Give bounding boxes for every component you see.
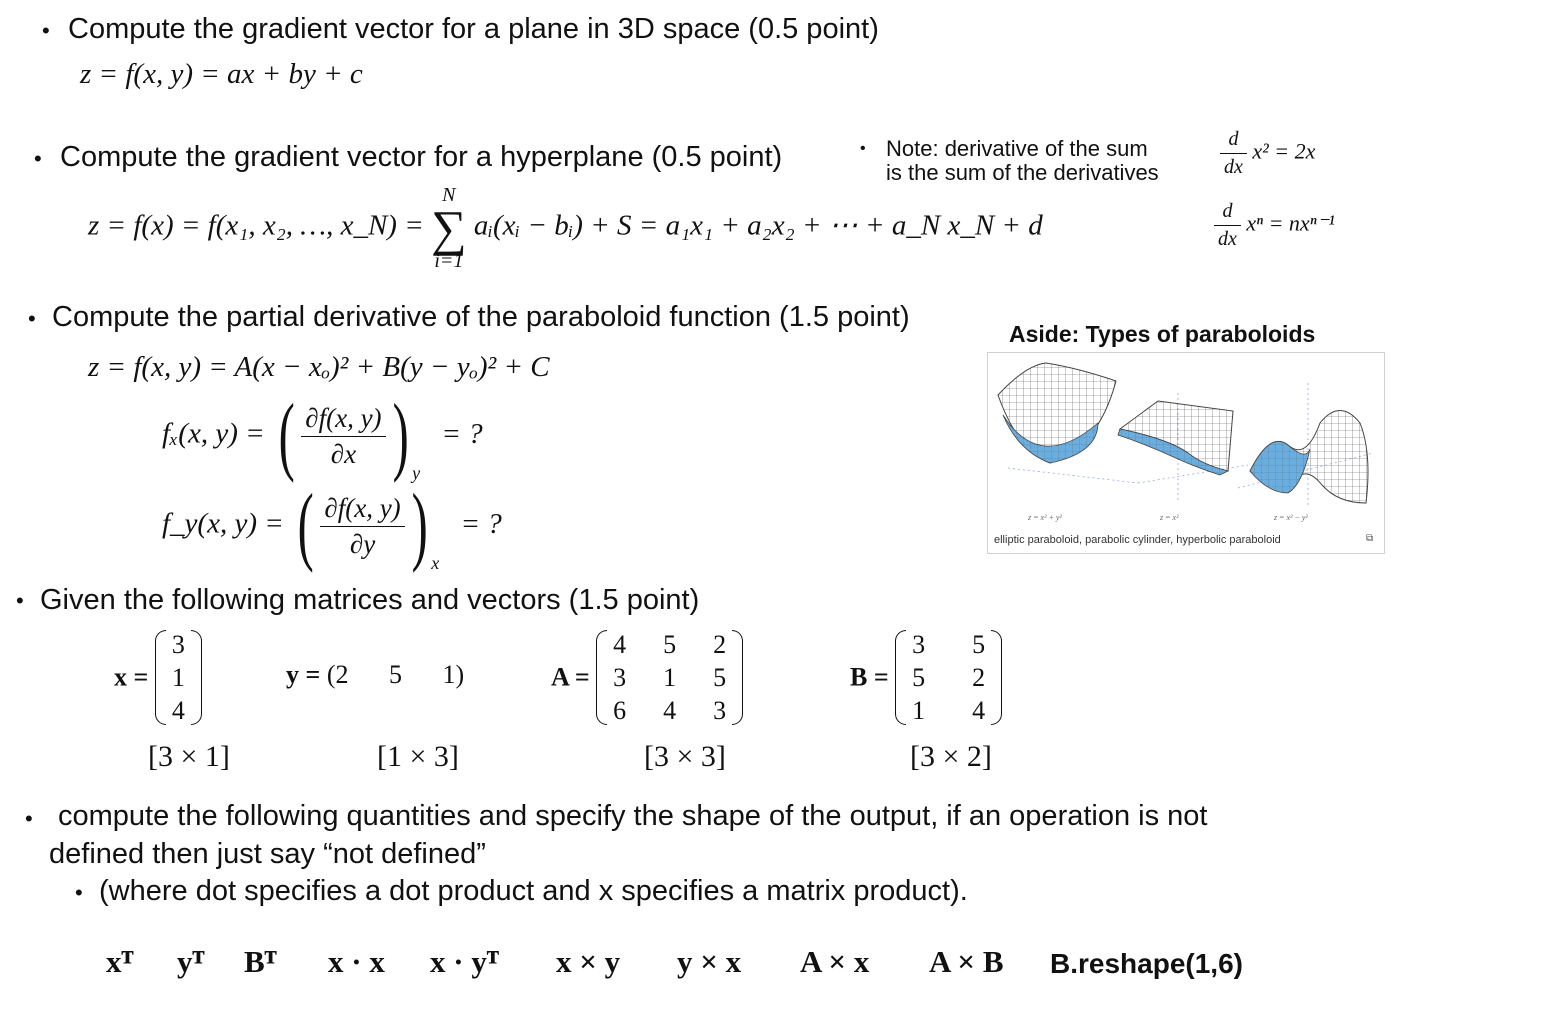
instructions-line-1: compute the following quantities and specify the shape of the output, if an operation is not	[58, 800, 1208, 832]
x-shape: [3 × 1]	[148, 740, 230, 773]
note-line-1: Note: derivative of the sum	[886, 136, 1148, 161]
y-label: y =	[286, 660, 321, 689]
quantity-y-times-x: y × x	[677, 944, 742, 979]
quantity-A-times-x: A × x	[800, 944, 870, 979]
x-matrix	[155, 628, 202, 727]
A-cell: 3	[713, 696, 727, 725]
quantity-y-transpose: yᵀ	[177, 944, 205, 979]
quantity-x-transpose: xᵀ	[106, 944, 134, 979]
bullet: •	[34, 146, 42, 171]
fx-rhs: = ?	[441, 417, 483, 450]
note-line-2: is the sum of the derivatives	[886, 160, 1159, 185]
open-paren: (	[297, 477, 314, 574]
sub-bullet: •	[75, 880, 83, 905]
instructions-line-2: defined then just say “not defined”	[49, 838, 486, 870]
B-cell: 5	[912, 663, 926, 692]
paraboloid-figure	[987, 352, 1385, 554]
aside-title: Aside: Types of paraboloids	[1009, 321, 1316, 347]
fx-numerator: ∂f(x, y)	[301, 403, 385, 437]
paraboloid-equation: z = f(x, y) = A(x − xₒ)² + B(y − yₒ)² + C	[88, 351, 550, 383]
rule2-rhs: xⁿ = nxⁿ⁻¹	[1246, 210, 1335, 236]
label-cylinder: z = x²	[1160, 513, 1179, 522]
hyperplane-lhs: z = f(x) = f(x₁, x₂, …, x_N) =	[88, 209, 424, 242]
fy-numerator: ∂f(x, y)	[320, 493, 404, 527]
fx-denominator: ∂x	[330, 438, 357, 469]
x-cell: 3	[171, 630, 185, 659]
heading-paraboloid-partial: Compute the partial derivative of the paraboloid function (1.5 point)	[52, 301, 910, 333]
matrix-B	[850, 628, 1002, 727]
parabolic-cylinder	[1118, 401, 1233, 475]
A-matrix	[596, 628, 743, 727]
rule2-dx: dx	[1218, 228, 1237, 250]
fx-held-variable: y	[412, 462, 421, 483]
bullet: •	[16, 588, 24, 613]
fx-lhs: fₓ(x, y) =	[162, 417, 265, 450]
expand-icon[interactable]: ⧉	[1366, 533, 1374, 544]
y-close-paren: )	[455, 660, 465, 689]
rule1-dx: dx	[1224, 156, 1243, 178]
A-cell: 4	[663, 696, 677, 725]
heading-hyperplane-gradient: Compute the gradient vector for a hyperplane (0.5 point)	[60, 141, 783, 173]
A-cell: 5	[663, 630, 677, 659]
heading-matrices-vectors: Given the following matrices and vectors (1.5 point)	[40, 584, 700, 616]
heading-plane-gradient: Compute the gradient vector for a plane in 3D space (0.5 point)	[68, 13, 879, 45]
hyperplane-rhs: aᵢ(xᵢ − bᵢ) + S = a₁x₁ + a₂x₂ + ⋯ + a_N x_N + d	[473, 209, 1043, 242]
B-cell: 4	[972, 696, 986, 725]
sum-upper: N	[442, 184, 456, 206]
hyperbolic-paraboloid	[1250, 411, 1368, 504]
x-cell: 4	[171, 696, 185, 725]
fy-held-variable: x	[431, 552, 440, 573]
close-paren: )	[392, 387, 409, 484]
A-cell: 4	[613, 630, 627, 659]
A-cell: 1	[663, 663, 677, 692]
derivative-rule-2	[1214, 200, 1335, 251]
y-cell: 5	[389, 660, 402, 689]
rule1-rhs: x² = 2x	[1252, 138, 1316, 164]
y-cell: 1	[442, 660, 456, 689]
quantity-x-dot-y-transpose: x · yᵀ	[430, 944, 499, 979]
y-shape: [1 × 3]	[377, 740, 459, 773]
close-paren: )	[411, 477, 428, 574]
y-cell: 2	[335, 660, 349, 689]
bullet: •	[25, 806, 33, 831]
sum-lower: i=1	[434, 250, 464, 272]
quantity-A-times-B: A × B	[929, 944, 1004, 979]
quantity-B-transpose: Bᵀ	[244, 944, 277, 979]
partial-fx	[162, 387, 483, 484]
note-bullet: •	[860, 140, 866, 157]
bullet: •	[42, 18, 50, 43]
B-cell: 2	[972, 663, 986, 692]
quantity-B-reshape: B.reshape(1,6)	[1050, 948, 1243, 979]
partial-fy	[162, 477, 502, 574]
vector-y	[286, 660, 464, 690]
note-sum-derivatives	[886, 137, 1159, 185]
quantity-x-dot-x: x · x	[328, 944, 385, 979]
A-cell: 6	[613, 696, 627, 725]
paraboloid-illustration	[988, 353, 1384, 553]
B-cell: 1	[912, 696, 926, 725]
label-elliptic: z = x² + y²	[1028, 513, 1062, 522]
summation	[431, 184, 467, 272]
label-hyperbolic: z = x² − y²	[1274, 513, 1308, 522]
A-cell: 3	[613, 663, 627, 692]
matrix-A	[551, 628, 743, 727]
instructions-sub-line: (where dot specifies a dot product and x specifies a matrix product).	[99, 875, 968, 907]
bullet: •	[28, 306, 36, 331]
B-cell: 3	[912, 630, 926, 659]
quantity-x-times-y: x × y	[556, 944, 621, 979]
fy-lhs: f_y(x, y) =	[162, 507, 284, 540]
open-paren: (	[278, 387, 295, 484]
A-cell: 2	[713, 630, 727, 659]
rule1-d: d	[1220, 128, 1247, 154]
rule2-d: d	[1214, 200, 1241, 226]
B-cell: 5	[972, 630, 986, 659]
x-cell: 1	[171, 663, 185, 692]
fy-rhs: = ?	[460, 507, 502, 540]
B-label: B =	[850, 662, 889, 692]
derivative-rule-1	[1220, 128, 1315, 179]
fy-denominator: ∂y	[349, 528, 376, 559]
hyperplane-equation	[88, 184, 1043, 272]
sum-symbol: ∑	[431, 200, 467, 256]
aside-caption: elliptic paraboloid, parabolic cylinder, hyperbolic paraboloid	[994, 534, 1281, 546]
vector-x	[114, 628, 202, 727]
A-cell: 5	[713, 663, 727, 692]
A-label: A =	[551, 662, 590, 692]
A-shape: [3 × 3]	[644, 740, 726, 773]
B-shape: [3 × 2]	[910, 740, 992, 773]
y-open-paren: (	[326, 660, 336, 689]
x-label: x =	[114, 662, 149, 692]
elliptic-paraboloid	[998, 363, 1116, 463]
plane-equation: z = f(x, y) = ax + by + c	[80, 58, 363, 90]
B-matrix	[895, 628, 1002, 727]
